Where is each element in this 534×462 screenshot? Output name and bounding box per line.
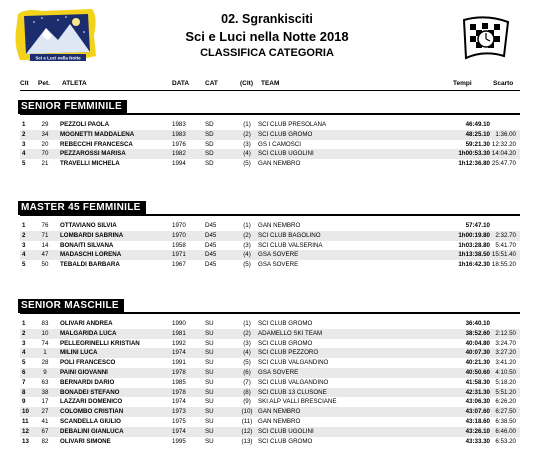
cell-pet: 9: [43, 368, 47, 376]
cell-team: ADAMELLO SKI TEAM: [258, 329, 323, 337]
cell-clt-cat: (1): [243, 222, 251, 229]
cell-team: SCI CLUB BAGOLINO: [258, 231, 321, 239]
cell-data: 1974: [172, 427, 186, 435]
cell-clt: 5: [22, 261, 26, 269]
col-pet: Pet.: [38, 80, 50, 87]
cell-pet: 70: [41, 150, 49, 158]
cell-scarto: 2:12.50: [495, 329, 516, 337]
cell-tempi: 43:06.30: [465, 398, 490, 406]
cell-data: 1958: [172, 241, 186, 249]
cell-clt: 3: [22, 339, 26, 347]
cell-pet: 29: [41, 121, 49, 128]
cell-atleta: DEBALINI GIANLUCA: [60, 427, 124, 435]
cell-team: GS I CAMOSCI: [258, 140, 301, 148]
cell-cat: SU: [205, 417, 214, 425]
cell-data: 1982: [172, 150, 186, 158]
cell-tempi: 1h03:28.80: [458, 241, 490, 249]
svg-text:Sci e Luci nella Notte: Sci e Luci nella Notte: [35, 55, 81, 61]
cell-tempi: 1h13:38.50: [458, 251, 490, 259]
cell-team: SCI CLUB VALGANDINO: [258, 378, 329, 386]
cell-pet: 71: [41, 231, 49, 239]
cell-cat: SU: [205, 398, 214, 406]
cell-data: 1970: [172, 231, 186, 239]
table-row: [20, 231, 520, 241]
col-scarto: Scarto: [493, 80, 514, 87]
cell-pet: 27: [41, 408, 49, 416]
cell-data: 1967: [172, 261, 186, 269]
cell-team: SCI CLUB 13 CLUSONE: [258, 388, 327, 396]
cell-data: 1983: [172, 121, 186, 128]
cell-clt: 3: [22, 140, 26, 148]
cell-team: GAN NEMBRO: [258, 408, 301, 416]
cell-data: 1970: [172, 222, 186, 229]
cell-clt: 7: [22, 378, 26, 386]
cell-clt-cat: (2): [243, 329, 251, 337]
cell-scarto: 18:55.20: [491, 261, 516, 269]
cell-tempi: 40:21.30: [465, 359, 490, 367]
cell-cat: SD: [205, 160, 214, 168]
col-clt: Clt: [20, 80, 29, 87]
cell-clt: 12: [22, 427, 29, 435]
ranking-subtitle: CLASSIFICA CATEGORIA: [200, 47, 334, 59]
cell-clt: 1: [22, 121, 26, 128]
cell-team: SCI CLUB GROMO: [258, 437, 313, 445]
cell-team: SCI CLUB VALSERINA: [258, 241, 323, 249]
cell-team: SCI CLUB UGOLINI: [258, 427, 314, 435]
cell-clt: 11: [22, 417, 29, 425]
cell-team: GSA SOVERE: [258, 251, 299, 259]
cell-scarto: 14:04.20: [491, 150, 516, 158]
cell-atleta: LOMBARDI SABRINA: [60, 231, 124, 239]
table-row: [20, 388, 520, 398]
cell-clt: 5: [22, 160, 26, 168]
cell-tempi: 40:50.60: [465, 368, 490, 376]
cell-pet: 38: [41, 388, 49, 396]
event-title: Sci e Luci nella Notte 2018: [185, 29, 349, 44]
results-table: [20, 221, 520, 270]
col-atleta: ATLETA: [62, 80, 87, 87]
table-row: [20, 319, 520, 329]
cell-scarto: 4:10.50: [495, 368, 516, 376]
table-row: [20, 120, 520, 130]
cell-pet: 63: [41, 378, 49, 386]
category-title: SENIOR FEMMINILE: [18, 100, 127, 114]
cell-cat: SU: [205, 329, 214, 337]
cell-pet: 82: [41, 437, 49, 445]
cell-tempi: 57:47.10: [465, 222, 490, 229]
cell-data: 1976: [172, 140, 186, 148]
cell-cat: SU: [205, 388, 214, 396]
cell-clt-cat: (6): [243, 368, 251, 376]
cell-clt-cat: (3): [243, 140, 251, 148]
cell-atleta: BONADEI STEFANO: [60, 388, 120, 396]
cell-data: 1974: [172, 349, 186, 357]
cell-scarto: 5:51.20: [495, 388, 516, 396]
cell-scarto: 15:51.40: [491, 251, 516, 259]
table-row: [20, 368, 520, 378]
cell-data: 1991: [172, 359, 186, 367]
cell-tempi: 36:40.10: [465, 320, 490, 327]
cell-scarto: 6:53.20: [495, 437, 516, 445]
cell-pet: 76: [41, 222, 49, 229]
cell-clt: 9: [22, 398, 26, 406]
cell-clt-cat: (7): [243, 378, 251, 386]
cell-scarto: 25:47.70: [491, 160, 516, 168]
cell-atleta: SCANDELLA GIULIO: [60, 417, 121, 425]
cell-pet: 41: [41, 417, 49, 425]
cell-clt: 2: [22, 130, 26, 138]
cell-scarto: 2:32.70: [495, 231, 516, 239]
cell-atleta: PAINI GIOVANNI: [60, 368, 108, 376]
category-divider: [20, 214, 520, 216]
cell-cat: D45: [205, 261, 217, 269]
table-row: [20, 241, 520, 251]
cell-pet: 20: [41, 140, 49, 148]
cell-tempi: 40:07.30: [465, 349, 490, 357]
cell-data: 1974: [172, 398, 186, 406]
header-divider: [20, 90, 520, 91]
cell-tempi: 48:25.10: [465, 130, 490, 138]
cell-clt-cat: (2): [243, 130, 251, 138]
table-row: [20, 250, 520, 260]
cell-tempi: 1h00:53.30: [458, 150, 490, 158]
cell-atleta: POLI FRANCESCO: [60, 359, 116, 367]
cell-scarto: 3:24.70: [495, 339, 516, 347]
cell-cat: SU: [205, 320, 214, 327]
table-row: [20, 437, 520, 447]
cell-clt: 10: [22, 408, 29, 416]
cell-atleta: OLIVARI SIMONE: [60, 437, 111, 445]
cell-pet: 14: [41, 241, 49, 249]
column-header-row: [0, 78, 534, 90]
col-team: TEAM: [261, 80, 280, 87]
cell-clt: 4: [22, 251, 26, 259]
cell-clt-cat: (5): [243, 261, 251, 269]
cell-cat: SU: [205, 427, 214, 435]
cell-cat: SD: [205, 130, 214, 138]
cell-scarto: 12:32.20: [491, 140, 516, 148]
cell-data: 1985: [172, 378, 186, 386]
table-row: [20, 130, 520, 140]
cell-pet: 47: [41, 251, 49, 259]
cell-atleta: PELLEGRINELLI KRISTIAN: [60, 339, 140, 347]
cell-clt: 1: [22, 222, 26, 229]
cell-atleta: LAZZARI DOMENICO: [60, 398, 123, 406]
cell-atleta: MALGARIDA LUCA: [60, 329, 117, 337]
cell-team: GAN NEMBRO: [258, 417, 301, 425]
cell-tempi: 1h00:19.80: [458, 231, 490, 239]
cell-tempi: 43:33.30: [465, 437, 490, 445]
cell-team: GSA SOVERE: [258, 261, 299, 269]
cell-atleta: TRAVELLI MICHELA: [60, 160, 120, 168]
cell-clt-cat: (4): [243, 349, 251, 357]
cell-clt-cat: (1): [243, 320, 251, 327]
cell-team: GAN NEMBRO: [258, 222, 301, 229]
cell-scarto: 6:27.50: [495, 408, 516, 416]
cell-clt-cat: (8): [243, 388, 251, 396]
category-divider: [20, 113, 520, 115]
cell-team: SCI CLUB PEZZORO: [258, 349, 319, 357]
cell-atleta: MILINI LUCA: [60, 349, 98, 357]
cell-clt-cat: (10): [241, 408, 253, 416]
cell-team: SCI CLUB VALGANDINO: [258, 359, 329, 367]
cell-tempi: 43:18.60: [465, 417, 490, 425]
table-row: [20, 348, 520, 358]
cell-pet: 10: [41, 329, 49, 337]
category-title: SENIOR MASCHILE: [18, 299, 124, 313]
col-data: DATA: [172, 80, 190, 87]
table-row: [20, 427, 520, 437]
cell-pet: 21: [41, 160, 49, 168]
cell-team: SCI CLUB GROMO: [258, 339, 313, 347]
cell-data: 1971: [172, 251, 186, 259]
cell-clt: 5: [22, 359, 26, 367]
cell-tempi: 38:52.60: [465, 329, 490, 337]
event-number-title: 02. Sgrankisciti: [221, 12, 313, 26]
cell-scarto: 5:18.20: [495, 378, 516, 386]
cell-cat: D45: [205, 231, 217, 239]
col-cat: CAT: [205, 80, 218, 87]
cell-pet: 1: [43, 349, 47, 357]
cell-atleta: REBECCHI FRANCESCA: [60, 140, 133, 148]
cell-clt: 6: [22, 368, 26, 376]
cell-clt: 3: [22, 241, 26, 249]
cell-pet: 74: [41, 339, 49, 347]
table-row: [20, 260, 520, 270]
table-row: [20, 378, 520, 388]
cell-data: 1978: [172, 388, 186, 396]
cell-clt-cat: (11): [241, 417, 253, 425]
cell-cat: SD: [205, 121, 214, 128]
cell-clt: 1: [22, 320, 26, 327]
cell-clt-cat: (3): [243, 339, 251, 347]
cell-scarto: 6:38.50: [495, 417, 516, 425]
cell-team: GSA SOVERE: [258, 368, 299, 376]
cell-cat: D45: [205, 251, 217, 259]
cell-pet: 67: [41, 427, 49, 435]
cell-cat: SD: [205, 140, 214, 148]
cell-atleta: OTTAVIANO SILVIA: [60, 222, 117, 229]
cell-clt-cat: (4): [243, 251, 251, 259]
cell-clt-cat: (12): [241, 427, 253, 435]
cell-clt-cat: (13): [241, 437, 253, 445]
cell-clt-cat: (5): [243, 359, 251, 367]
cell-scarto: 5:41.70: [495, 241, 516, 249]
results-table: [20, 319, 520, 446]
cell-cat: SU: [205, 378, 214, 386]
cell-clt-cat: (5): [243, 160, 251, 168]
cell-data: 1992: [172, 339, 186, 347]
col-clt-cat: (Clt): [240, 80, 253, 87]
cell-tempi: 40:04.80: [465, 339, 490, 347]
cell-atleta: BONAITI SILVANA: [60, 241, 114, 249]
cell-cat: SU: [205, 359, 214, 367]
cell-data: 1983: [172, 130, 186, 138]
cell-atleta: OLIVARI ANDREA: [60, 320, 113, 327]
cell-pet: 28: [41, 359, 49, 367]
cell-pet: 17: [41, 398, 49, 406]
cell-data: 1990: [172, 320, 186, 327]
cell-atleta: MOGNETTI MADDALENA: [60, 130, 135, 138]
cell-scarto: 3:41.20: [495, 359, 516, 367]
cell-clt: 4: [22, 150, 26, 158]
cell-clt-cat: (4): [243, 150, 251, 158]
cell-clt: 13: [22, 437, 29, 445]
cell-clt: 2: [22, 231, 26, 239]
table-row: [20, 149, 520, 159]
cell-cat: SD: [205, 150, 214, 158]
cell-scarto: 6:26.20: [495, 398, 516, 406]
cell-team: SCI CLUB PRESOLANA: [258, 121, 327, 128]
cell-data: 1994: [172, 160, 186, 168]
cell-atleta: MADASCHI LORENA: [60, 251, 122, 259]
cell-tempi: 46:49.10: [465, 121, 490, 128]
cell-atleta: PEZZAROSSI MARISA: [60, 150, 126, 158]
cell-cat: D45: [205, 222, 217, 229]
cell-cat: D45: [205, 241, 217, 249]
col-tempi: Tempi: [453, 80, 472, 87]
table-row: [20, 397, 520, 407]
cell-data: 1981: [172, 329, 186, 337]
table-row: [20, 358, 520, 368]
cell-atleta: TEBALDI BARBARA: [60, 261, 120, 269]
cell-scarto: 1:36.00: [495, 130, 516, 138]
category-title: MASTER 45 FEMMINILE: [18, 201, 146, 215]
table-row: [20, 339, 520, 349]
cell-scarto: 6:46.00: [495, 427, 516, 435]
cell-cat: SU: [205, 368, 214, 376]
cell-data: 1978: [172, 368, 186, 376]
cell-cat: SU: [205, 437, 214, 445]
cell-clt-cat: (3): [243, 241, 251, 249]
cell-team: SCI CLUB UGOLINI: [258, 150, 314, 158]
cell-atleta: BERNARDI DARIO: [60, 378, 115, 386]
table-row: [20, 407, 520, 417]
cell-data: 1973: [172, 408, 186, 416]
cell-cat: SU: [205, 339, 214, 347]
cell-pet: 34: [41, 130, 49, 138]
cell-tempi: 1h16:42.30: [458, 261, 490, 269]
cell-tempi: 1h12:36.80: [458, 160, 490, 168]
cell-tempi: 43:26.10: [465, 427, 490, 435]
cell-atleta: PEZZOLI PAOLA: [60, 121, 110, 128]
cell-cat: SU: [205, 408, 214, 416]
table-row: [20, 140, 520, 150]
results-table: [20, 120, 520, 169]
cell-tempi: 59:21.30: [465, 140, 490, 148]
table-row: [20, 417, 520, 427]
category-divider: [20, 312, 520, 314]
cell-clt: 4: [22, 349, 26, 357]
table-row: [20, 329, 520, 339]
cell-clt-cat: (1): [243, 121, 251, 128]
cell-tempi: 43:07.60: [465, 408, 490, 416]
cell-data: 1975: [172, 417, 186, 425]
cell-clt: 2: [22, 329, 26, 337]
cell-atleta: COLOMBO CRISTIAN: [60, 408, 124, 416]
cell-data: 1995: [172, 437, 186, 445]
table-row: [20, 221, 520, 231]
cell-tempi: 41:58.30: [465, 378, 490, 386]
cell-clt-cat: (9): [243, 398, 251, 406]
cell-team: GAN NEMBRO: [258, 160, 301, 168]
cell-pet: 83: [41, 320, 49, 327]
table-row: [20, 159, 520, 169]
cell-clt-cat: (2): [243, 231, 251, 239]
cell-team: SKI ALP VALLI BRESCIANE: [258, 398, 337, 406]
cell-team: SCI CLUB GROMO: [258, 130, 313, 138]
cell-clt: 8: [22, 388, 26, 396]
cell-scarto: 3:27.20: [495, 349, 516, 357]
cell-cat: SU: [205, 349, 214, 357]
cell-tempi: 42:31.30: [465, 388, 490, 396]
cell-team: SCI CLUB GROMO: [258, 320, 313, 327]
cell-pet: 50: [41, 261, 49, 269]
